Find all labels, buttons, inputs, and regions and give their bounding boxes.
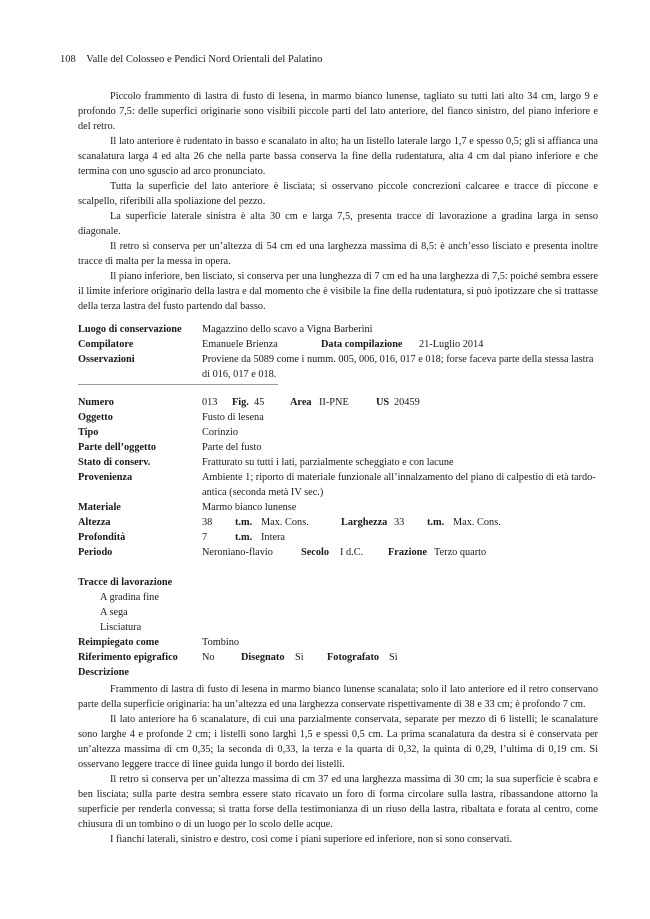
field-reimpiegato <box>78 635 598 650</box>
paragraph: La superficie laterale sinistra è alta 30 cm e larga 7,5, presenta tracce di lavorazione a gradina larga in senso diagonale. <box>78 211 598 237</box>
field-label: Parte dell’oggetto <box>78 442 157 453</box>
field-label: Riferimento epigrafico <box>78 652 178 663</box>
intro-text <box>78 89 598 314</box>
paragraph: Tutta la superficie del lato anteriore è lisciata; si osservano piccole concrezioni calcaree e tracce di piccone e scalpello, riferibili alla spoliazione del pezzo. <box>78 181 598 207</box>
tracce-item: Lisciatura <box>100 622 142 633</box>
field-value: Terzo quarto <box>434 547 487 558</box>
field-value: Corinzio <box>202 427 239 438</box>
field-value: Sì <box>389 652 398 663</box>
running-title: Valle del Colosseo e Pendici Nord Orientali del Palatino <box>86 54 323 65</box>
field-value: Parte del fusto <box>202 442 262 453</box>
field-label: Numero <box>78 397 114 408</box>
field-label: Altezza <box>78 517 111 528</box>
field-label: t.m. <box>235 517 253 528</box>
field-value: Tombino <box>202 637 240 648</box>
field-descrizione <box>78 665 598 680</box>
field-value: I d.C. <box>340 547 364 558</box>
field-tracce <box>78 575 598 590</box>
paragraph: Il retro si conserva per un’altezza di 54 cm ed una larghezza massima di 8,5: è anch’esso lisciato e presenta inoltre tracce di malta per la messa in opera. <box>78 241 598 267</box>
field-label: Tipo <box>78 427 99 438</box>
paragraph: Il lato anteriore ha 6 scanalature, di cui una parzialmente conservata, separate per mezzo di 6 listelli; le scanalature sono larghe 4 e profonde 2 cm; i listelli sono larghi 1,5 e spessi 0,5 cm. La prima scanalatura da destra si è conservata per un’altezza massima di cm 0,35; la seconda di 0,33, la terza e la quarta di 0,32, la quinta di 0,29, l’ultima di 0,19 cm. Si osservano leggere tracce di linee guida lungo il bordo dei listelli. <box>78 714 598 770</box>
record-meta <box>78 322 598 382</box>
field-value: Fratturato su tutti i lati, parzialmente scheggiato e con lacune <box>202 457 454 468</box>
page-number: 108 <box>60 54 76 65</box>
field-label: Fotografato <box>327 652 380 663</box>
field-label: Data compilazione <box>321 339 403 350</box>
field-compilatore <box>78 337 598 352</box>
field-altezza <box>78 515 598 530</box>
field-value: 21-Luglio 2014 <box>419 339 484 350</box>
field-numero <box>78 395 598 410</box>
field-value: 20459 <box>394 397 420 408</box>
field-label: Fig. <box>232 397 249 408</box>
field-materiale <box>78 500 598 515</box>
running-head <box>60 54 322 65</box>
field-label: Periodo <box>78 547 113 558</box>
tracce-item: A sega <box>100 607 128 618</box>
field-value: Fusto di lesena <box>202 412 264 423</box>
tracce-item: A gradina fine <box>100 592 159 603</box>
field-label: Stato di conserv. <box>78 457 151 468</box>
field-label: Disegnato <box>241 652 285 663</box>
field-label: t.m. <box>235 532 253 543</box>
field-label: Profondità <box>78 532 126 543</box>
field-tipo <box>78 425 598 440</box>
field-label: Materiale <box>78 502 121 513</box>
field-label: Reimpiegato come <box>78 637 159 648</box>
field-value: Marmo bianco lunense <box>202 502 297 513</box>
paragraph: Frammento di lastra di fusto di lesena in marmo bianco lunense scanalata; solo il lato anteriore ed il retro conservano parte della superficie originaria: ha un’altezza ed una larghezza conservate rispettivamente di 38 e 33 cm; è profondo 7 cm. <box>78 684 598 710</box>
field-value: 7 <box>202 532 208 543</box>
field-label: Tracce di lavorazione <box>78 577 173 588</box>
description-text <box>78 682 598 847</box>
field-label: Larghezza <box>341 517 388 528</box>
field-label: Area <box>290 397 312 408</box>
field-value: Max. Cons. <box>261 517 309 528</box>
field-value: No <box>202 652 215 663</box>
field-value: Neroniano-flavio <box>202 547 273 558</box>
field-label: Oggetto <box>78 412 113 423</box>
field-value: Sì <box>295 652 304 663</box>
field-periodo <box>78 545 598 560</box>
field-label: Frazione <box>388 547 427 558</box>
field-label: Provenienza <box>78 472 133 483</box>
field-value: II-PNE <box>319 397 349 408</box>
field-label: US <box>376 397 390 408</box>
field-stato <box>78 455 598 470</box>
field-provenienza <box>78 470 598 500</box>
paragraph: Il retro si conserva per un’altezza massima di cm 37 ed una larghezza massima di 30 cm; la sua superficie è scabra e ben lisciata; sulla parte destra sembra essere stato ricavato un foro di forma circolare sulla lastra, ribassandone attorno la superficie per renderla convessa; si tratta forse della testimonianza di un riuso della lastra, ribaltata e forata al centro, come chiusura di un tombino o di un luogo per lo scolo delle acque. <box>78 774 598 830</box>
field-oggetto <box>78 410 598 425</box>
spacer <box>78 560 598 575</box>
field-label: Secolo <box>301 547 330 558</box>
divider <box>78 384 278 385</box>
field-label: Luogo di conservazione <box>78 324 182 335</box>
field-riferimento <box>78 650 598 665</box>
field-osservazioni <box>78 352 598 382</box>
field-luogo <box>78 322 598 337</box>
field-label: Compilatore <box>78 339 134 350</box>
field-label: Osservazioni <box>78 354 135 365</box>
field-label: t.m. <box>427 517 445 528</box>
field-value: Emanuele Brienza <box>202 339 278 350</box>
field-profondita <box>78 530 598 545</box>
field-value: Magazzino dello scavo a Vigna Barberini <box>202 324 373 335</box>
field-value: 38 <box>202 517 213 528</box>
field-value: Max. Cons. <box>453 517 501 528</box>
field-value: Intera <box>261 532 286 543</box>
paragraph: Piccolo frammento di lastra di fusto di lesena, in marmo bianco lunense, tagliato su tutti lati alto 34 cm, largo 9 e profondo 7,5: delle superfici originarie sono visibili piccole parti del lato anteriore, del fianco sinistro, del piano inferiore e del retro. <box>78 91 598 132</box>
field-value: Ambiente 1; riporto di materiale funzionale all’innalzamento del piano di calpestio di età tardo-antica (seconda metà IV sec.) <box>202 472 596 498</box>
field-label: Descrizione <box>78 667 129 678</box>
field-value: 45 <box>254 397 265 408</box>
field-value: 33 <box>394 517 405 528</box>
record-catalog <box>78 395 598 680</box>
paragraph: Il lato anteriore è rudentato in basso e scanalato in alto; ha un listello laterale largo 1,7 e spesso 0,5; gli si affianca una scanalatura larga 4 ed alta 26 che nella parte bassa conserva la fine della rudentatura, alta 4 cm dal piano inferiore e che termina con uno sguscio ad arco pronunciato. <box>78 136 598 177</box>
paragraph: Il piano inferiore, ben lisciato, si conserva per una lunghezza di 7 cm ed ha una larghezza di 7,5: poiché sembra essere il limite inferiore originario della lastra e dal momento che è visibile la fine della rudentatura, si può ipotizzare che si trattasse della terza lastra del fusto partendo dal basso. <box>78 271 598 312</box>
field-value: 013 <box>202 397 218 408</box>
field-parte <box>78 440 598 455</box>
paragraph: I fianchi laterali, sinistro e destro, così come i piani superiore ed inferiore, non si sono conservati. <box>110 834 513 845</box>
field-value: Proviene da 5089 come i numm. 005, 006, 016, 017 e 018; forse faceva parte della stessa lastra di 016, 017 e 018. <box>202 354 594 380</box>
